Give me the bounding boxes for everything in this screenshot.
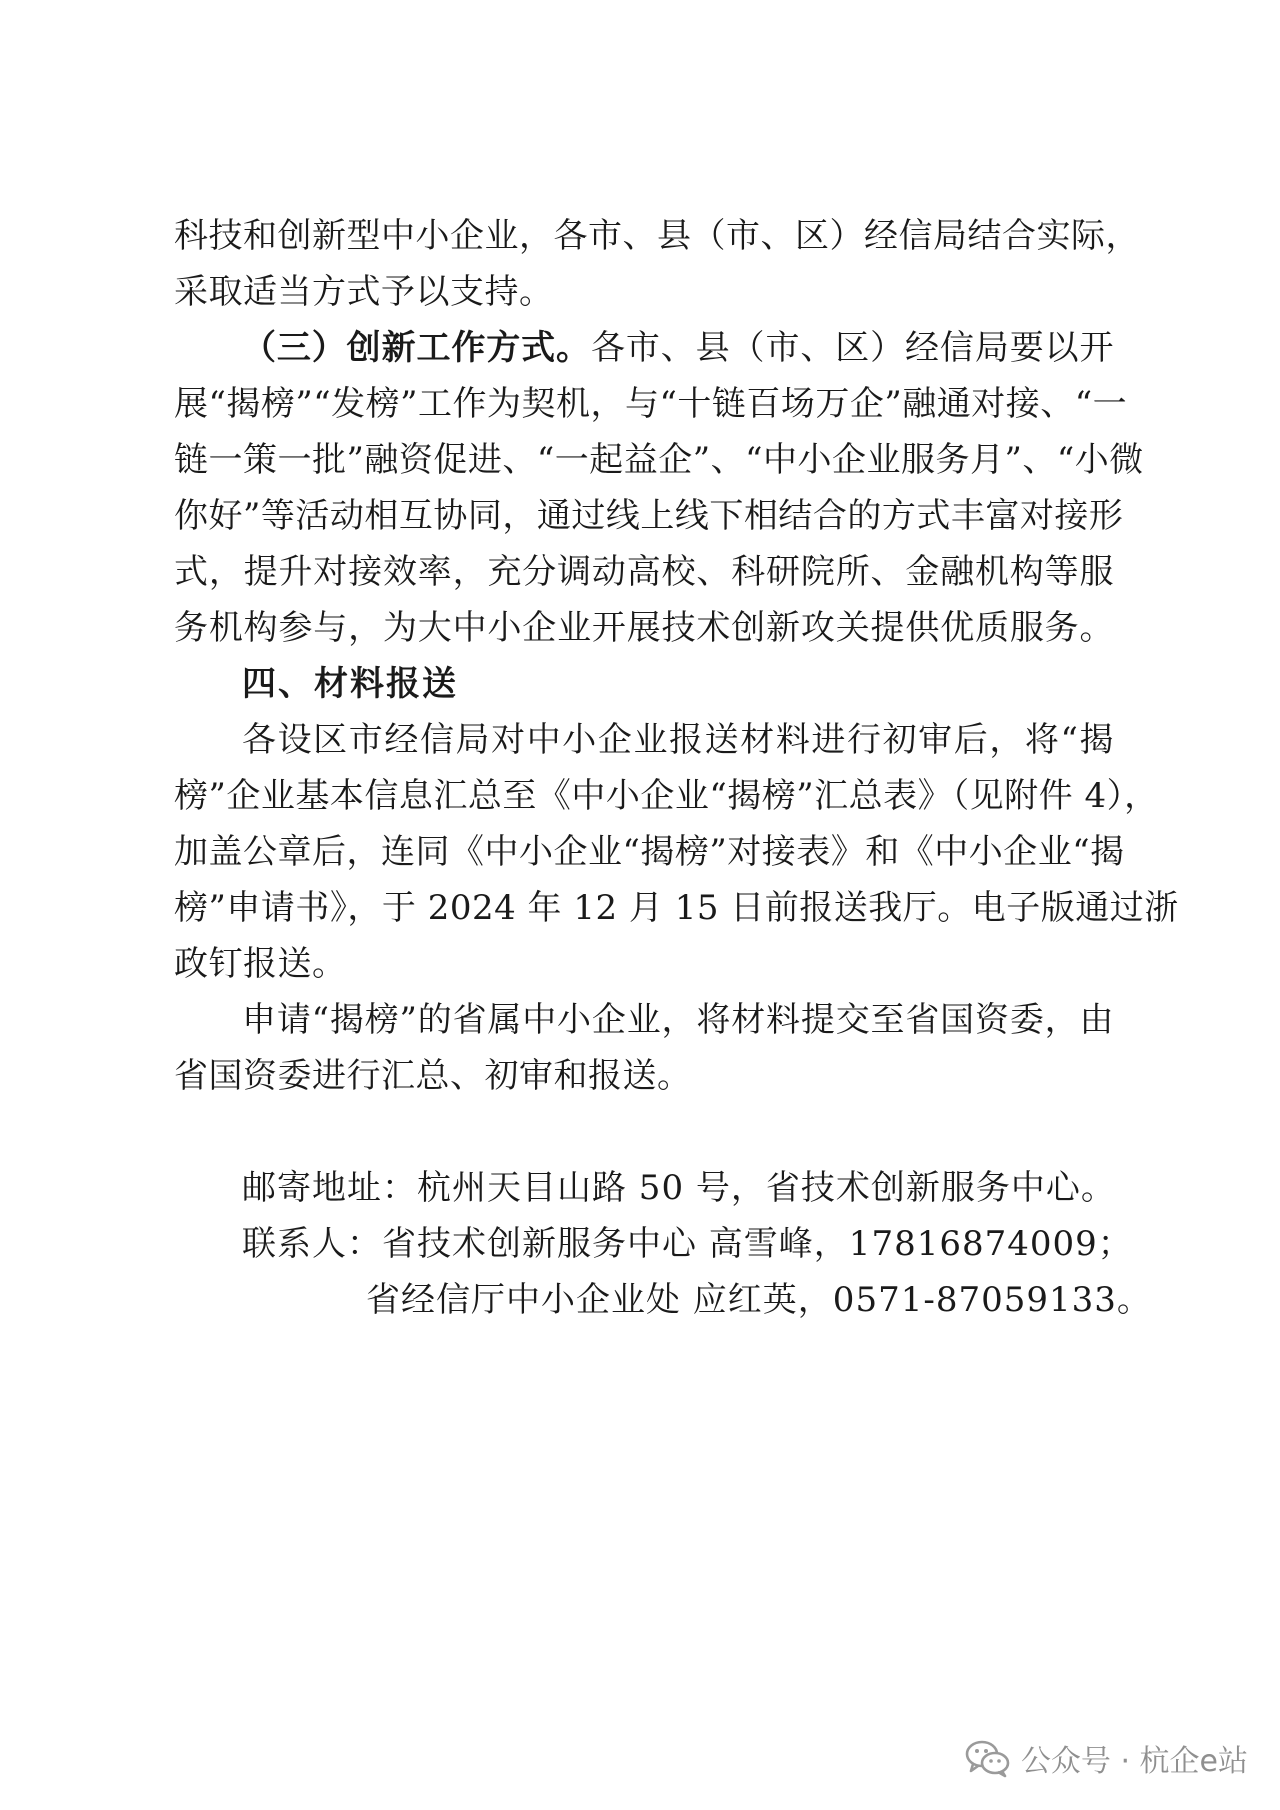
section-heading: 四、材料报送 xyxy=(242,664,458,704)
body-line-6: 你好”等活动相互协同，通过线上线下相结合的方式丰富对接形 xyxy=(174,496,1124,536)
subsection-text: 各市、县（市、区）经信局要以开 xyxy=(590,328,1115,368)
body-line-13: 榜”申请书》，于 2024 年 12 月 15 日前报送我厅。电子版通过浙 xyxy=(174,888,1179,928)
watermark xyxy=(965,1730,1248,1786)
contact-person-1: 联系人：省技术创新服务中心 高雪峰，17816874009； xyxy=(242,1224,1133,1264)
body-line-11: 榜”企业基本信息汇总至《中小企业“揭榜”汇总表》（见附件 4）， xyxy=(174,776,1159,816)
body-line-4: 展“揭榜”“发榜”工作为契机，与“十链百场万企”融通对接、“一 xyxy=(174,384,1128,424)
mailing-address: 邮寄地址：杭州天目山路 50 号，省技术创新服务中心。 xyxy=(242,1168,1116,1208)
body-line-1: 科技和创新型中小企业，各市、县（市、区）经信局结合实际， xyxy=(174,216,1140,256)
body-line-5: 链一策一批”融资促进、“一起益企”、“中小企业服务月”、“小微 xyxy=(174,440,1144,480)
body-line-16: 省国资委进行汇总、初审和报送。 xyxy=(174,1056,692,1096)
contact-person-2: 省经信厅中小企业处 应红英，0571-87059133。 xyxy=(366,1280,1152,1320)
wechat-icon xyxy=(965,1738,1011,1778)
watermark-text: 公众号 · 杭企e站 xyxy=(1020,1744,1248,1779)
body-line-14: 政钉报送。 xyxy=(174,944,347,984)
subsection-heading: （三）创新工作方式。 xyxy=(242,328,591,368)
subsection-line xyxy=(242,316,1114,380)
body-line-10: 各设区市经信局对中小企业报送材料进行初审后，将“揭 xyxy=(242,720,1114,760)
body-line-15: 申请“揭榜”的省属中小企业，将材料提交至省国资委，由 xyxy=(242,1000,1114,1040)
body-line-7: 式，提升对接效率，充分调动高校、科研院所、金融机构等服 xyxy=(174,552,1114,592)
body-line-2: 采取适当方式予以支持。 xyxy=(174,272,554,312)
body-line-8: 务机构参与，为大中小企业开展技术创新攻关提供优质服务。 xyxy=(174,608,1114,648)
body-line-12: 加盖公章后，连同《中小企业“揭榜”对接表》和《中小企业“揭 xyxy=(174,832,1125,872)
